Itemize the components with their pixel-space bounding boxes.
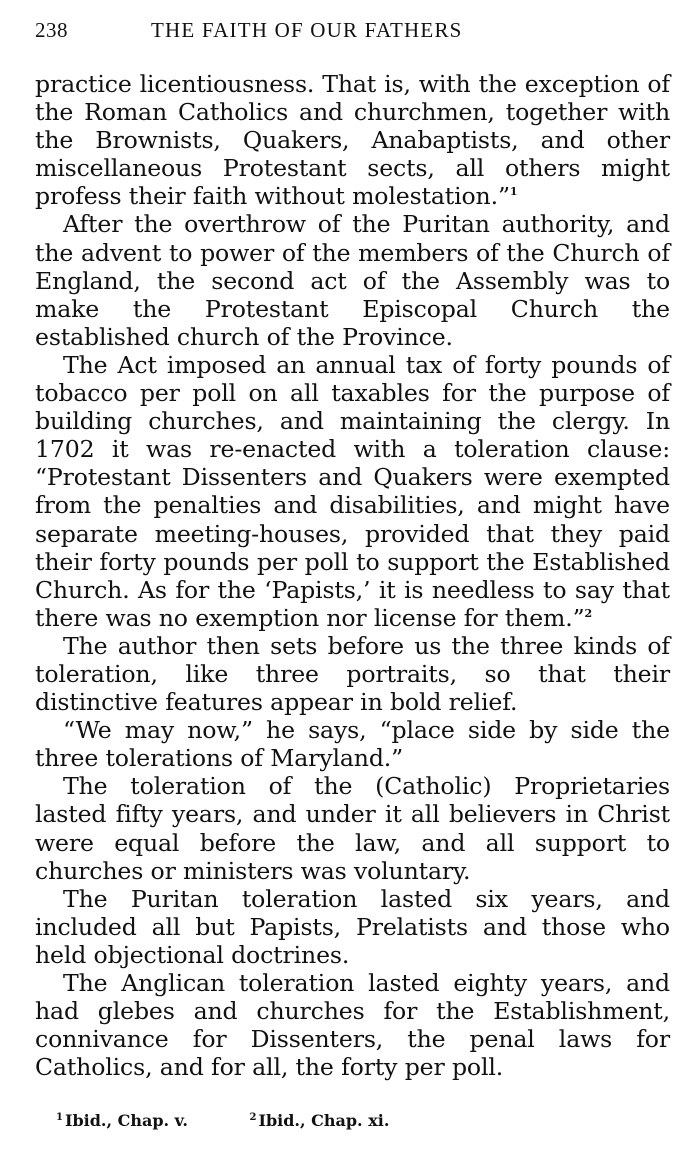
running-header [35,14,675,46]
paragraph-5: “We may now,” he says, “place side by side the three tolerations of Maryland.” [35,716,670,773]
footnote-1 [56,1111,188,1130]
footnote-ref-1: 1 [509,185,518,199]
footnote-1-text: Ibid., Chap. v. [64,1111,188,1130]
paragraph-4: The author then sets before us the three kinds of toleration, like three portraits, so that their distinctive features appear in bold relief. [35,631,670,717]
footnote-2-number: 2 [249,1111,257,1123]
footnote-ref-2: 2 [584,606,593,620]
paragraph-3 [35,351,670,632]
paragraph-1-text: practice licentiousness. That is, with the exception of the Roman Catholics and churchmen, together with the Brownists, Quakers, Anabaptists, and other miscellaneous Protestant sects, all others might profess their faith without molestation.” [35,70,670,211]
footnote-1-number: 1 [56,1111,63,1123]
paragraph-3-text: The Act imposed an annual tax of forty pounds of tobacco per poll on all taxables for the purpose of building churches, and maintaining the clergy. In 1702 it was re-enacted with a toleration clause: “Protestant Dissenters and Quakers were exempted from the penalties and disabilities, and might have separate meeting-houses, provided that they paid their forty pounds per poll to support the Established Church. As for the ‘Papists,’ it is needless to say that there was no exemption nor license for them.” [35,350,670,632]
running-title: THE FAITH OF OUR FATHERS [151,18,463,42]
paragraph-8: The Anglican toleration lasted eighty years, and had glebes and churches for the Establishment, connivance for Dissenters, the penal laws for Catholics, and for all, the forty per poll. [35,969,670,1082]
footnotes [56,1111,656,1130]
paragraph-2: After the overthrow of the Puritan authority, and the advent to power of the members of the Church of England, the second act of the Assembly was to make the Protestant Episcopal Church the established church of the Province. [35,210,670,351]
footnote-2-text: Ibid., Chap. xi. [258,1111,390,1130]
page-number: 238 [35,18,68,42]
footnote-2 [250,1111,390,1130]
paragraph-6: The toleration of the (Catholic) Proprietaries lasted fifty years, and under it all believers in Christ were equal before the law, and all support to churches or ministers was voluntary. [35,772,670,885]
paragraph-1 [35,70,670,210]
body-text [35,70,670,1081]
paragraph-7: The Puritan toleration lasted six years, and included all but Papists, Prelatists and those who held objectional doctrines. [35,884,670,969]
